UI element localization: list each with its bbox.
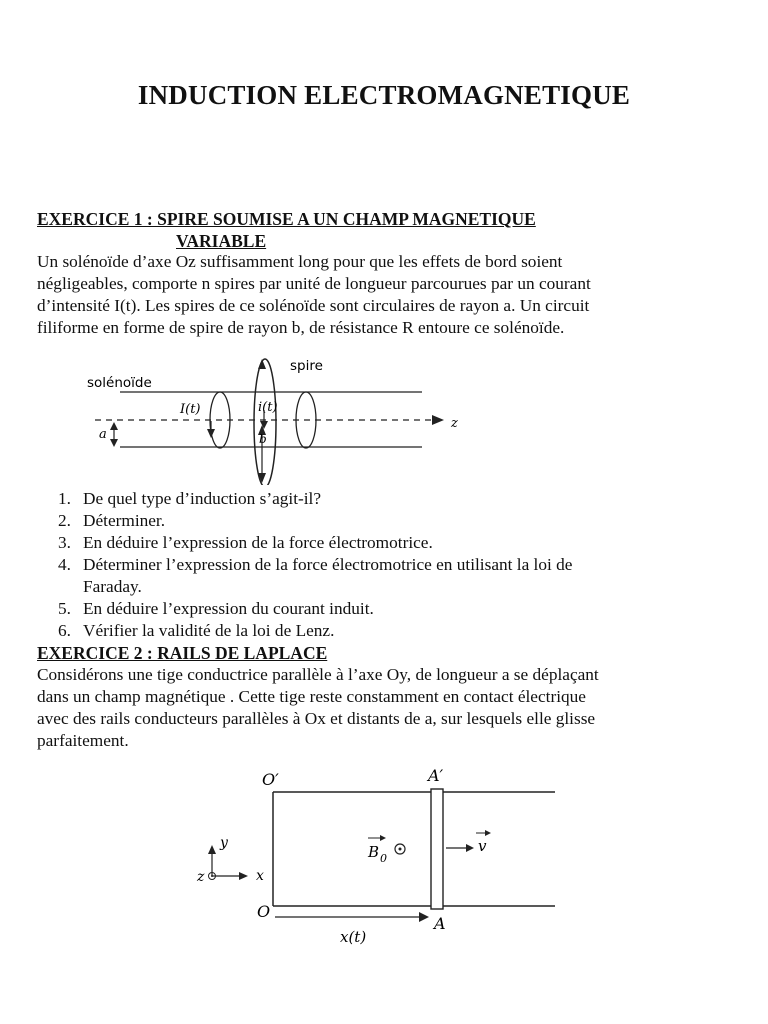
z-axis-arrow [432, 415, 444, 425]
paragraph-line: filiforme en forme de spire de rayon b, de résistance R entoure ce solénoïde. [37, 317, 565, 337]
question-number: 6. [58, 621, 71, 640]
B0-subscript: 0 [380, 852, 387, 865]
exercise1-heading: EXERCICE 1 : SPIRE SOUMISE A UN CHAMP MAGNETIQUE [37, 209, 536, 229]
paragraph-line: Considérons une tige conductrice parallèle à l’axe Oy, de longueur a se déplaçant [37, 665, 599, 684]
paragraph-line: d’intensité I(t). Les spires de ce solénoïde sont circulaires de rayon a. Un circuit [37, 295, 590, 315]
solenoid-figure [0, 345, 768, 485]
question-text: Déterminer l’expression de la force électromotrice en utilisant la loi de [83, 555, 573, 574]
exercise2-heading: EXERCICE 2 : RAILS DE LAPLACE [37, 643, 328, 663]
velocity-label: v [478, 837, 487, 855]
spire-current-arrow [258, 359, 266, 369]
A-label: A [434, 914, 446, 933]
y-axis-label: y [220, 835, 228, 851]
solenoid-label: solénoïde [87, 375, 152, 391]
question-text: En déduire l’expression du courant induit. [83, 599, 374, 618]
exercise1-heading-line2: VARIABLE [176, 231, 267, 251]
question-text: De quel type d’induction s’agit-il? [83, 489, 322, 508]
O-label: O [257, 902, 271, 921]
question-text: En déduire l’expression de la force électromotrice. [83, 533, 433, 552]
page-title: INDUCTION ELECTROMAGNETIQUE [137, 80, 631, 110]
exercise2-paragraph [37, 664, 737, 752]
question-text: Faraday. [83, 577, 142, 596]
radius-a-label: a [99, 427, 107, 442]
exercise1-paragraph [37, 251, 737, 339]
paragraph-line: parfaitement. [37, 730, 129, 750]
current-arrow [207, 429, 215, 438]
radius-b-label: b [259, 432, 267, 446]
z-axis-label: z [451, 416, 458, 431]
O-prime-label: O′ [262, 770, 279, 789]
question-number: 4. [58, 555, 71, 574]
paragraph-line: dans un champ magnétique . Cette tige reste constamment en contact électrique [37, 686, 586, 706]
paragraph-line: négligeables, comporte n spires par unité de longueur parcourues par un courant [37, 273, 591, 293]
question-number: 3. [58, 533, 71, 552]
B0-label: B [368, 843, 380, 861]
conducting-rod [431, 789, 443, 909]
xt-label: x(t) [340, 928, 367, 946]
question-text: Déterminer. [83, 511, 166, 530]
question-number: 1. [58, 489, 71, 508]
z-axis-label: z [197, 869, 205, 885]
A-prime-label: A′ [428, 766, 444, 785]
question-number: 2. [58, 511, 71, 530]
question-text: Vérifier la validité de la loi de Lenz. [83, 621, 335, 640]
paragraph-line: avec des rails conducteurs parallèles à Ox et distants de a, sur lesquels elle glisse [37, 708, 596, 728]
current-I-label: I(t) [180, 402, 201, 417]
question-number: 5. [58, 599, 71, 618]
x-axis-label: x [256, 868, 264, 884]
paragraph-line: Un solénoïde d’axe Oz suffisamment long pour que les effets de bord soient [37, 252, 563, 271]
rails-figure [0, 755, 768, 955]
spire-label: spire [290, 358, 323, 374]
current-i-label: i(t) [258, 400, 278, 415]
